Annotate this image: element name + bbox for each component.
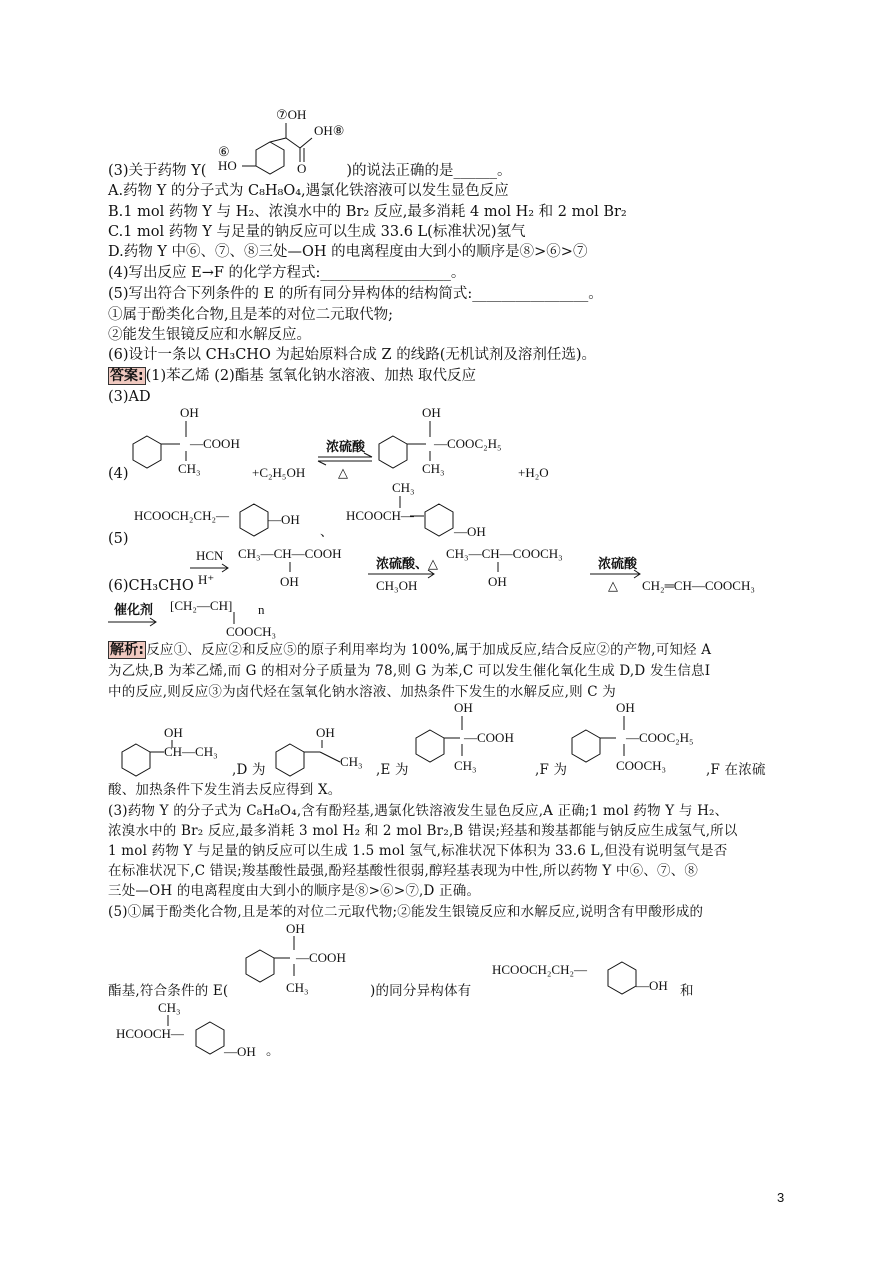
explain-5-line-2: 酯基,符合条件的 E( — [108, 983, 229, 999]
svg-text:HCN: HCN — [196, 548, 224, 563]
q5-condition-2: ②能发生银镜反应和水解反应。 — [108, 327, 311, 343]
svg-text:OH: OH — [280, 574, 299, 589]
svg-text:—COOC₂H₅: —COOC₂H₅ — [434, 436, 502, 451]
svg-text:OH: OH — [616, 700, 635, 715]
explain-line-1: 解析: 反应①、反应②和反应⑤的原子利用率均为 100%,属于加成反应,结合反应②的产物,可知烃 A — [110, 642, 712, 658]
q3-option-d: D.药物 Y 中⑥、⑦、⑧三处—OH 的电离程度由大到小的顺序是⑧>⑥>⑦ — [108, 244, 588, 260]
svg-text:HCOOCH₂CH₂—: HCOOCH₂CH₂— — [134, 508, 230, 523]
explain-5-e-structure — [240, 920, 380, 1000]
page-number: 3 — [777, 1190, 785, 1205]
svg-text:催化剂: 催化剂 — [114, 602, 154, 617]
y-o: O — [297, 161, 307, 176]
explain-3-line-5: 三处—OH 的电离程度由大到小的顺序是⑧>⑥>⑦,D 正确。 — [108, 883, 481, 899]
svg-text:—OH: —OH — [268, 512, 300, 527]
svg-text:OH: OH — [488, 574, 507, 589]
svg-text:CH₃: CH₃ — [178, 461, 201, 476]
svg-text:浓硫酸、△: 浓硫酸、△ — [376, 556, 438, 571]
svg-text:CH₃: CH₃ — [392, 480, 415, 495]
explain-3-line-2: 浓溴水中的 Br₂ 反应,最多消耗 3 mol H₂ 和 2 mol Br₂,B 错误;羟基和羧基都能与钠反应生成氢气,所以 — [108, 823, 738, 839]
explain-5-line-1: (5)①属于酚类化合物,且是苯的对位二元取代物;②能发生银镜反应和水解反应,说明含有甲酸形成的 — [108, 904, 704, 920]
y-six: ⑥ — [218, 144, 230, 159]
explain-line-4: 酸、加热条件下发生消去反应得到 X。 — [108, 782, 342, 798]
svg-text:CH—CH₃: CH—CH₃ — [164, 744, 218, 759]
explain-3-line-1: (3)药物 Y 的分子式为 C₈H₈O₄,含有酚羟基,遇氯化铁溶液发生显色反应,A 正确;1 mol 药物 Y 与 H₂、 — [108, 803, 729, 819]
svg-text:OH: OH — [454, 700, 473, 715]
q6-stem: (6)设计一条以 CH₃CHO 为起始原料合成 Z 的线路(无机试剂及溶剂任选)。 — [108, 347, 597, 363]
svg-text:OH: OH — [316, 725, 335, 740]
svg-text:OH: OH — [180, 405, 199, 420]
svg-text:HCOOCH—: HCOOCH— — [346, 508, 414, 523]
q3-option-b: B.1 mol 药物 Y 与 H₂、浓溴水中的 Br₂ 反应,最多消耗 4 mol H₂ 和 2 mol Br₂ — [108, 204, 627, 220]
svg-text:OH: OH — [422, 405, 441, 420]
svg-text:—COOH: —COOH — [464, 730, 514, 745]
explain-3-line-4: 在标准状况下,C 错误;羧基酸性最强,酚羟基酸性很弱,醇羟基表现为中性,所以药物 Y 中⑥、⑦、⑧ — [108, 863, 699, 879]
svg-text:CH₃: CH₃ — [340, 754, 363, 769]
explain-line-2: 为乙炔,B 为苯乙烯,而 G 的相对分子质量为 78,则 G 为苯,C 可以发生催化氧化生成 D,D 发生信息Ⅰ — [108, 663, 711, 679]
explain-e-label: ,E 为 — [376, 762, 409, 778]
svg-text:COOCH₃: COOCH₃ — [226, 624, 277, 639]
explain-tag: 解析: — [110, 642, 145, 658]
answer-tag: 答案: — [110, 368, 144, 384]
svg-text:CH₂═CH—COOCH₃: CH₂═CH—COOCH₃ — [642, 578, 755, 593]
svg-text:[CH₂—CH]: [CH₂—CH] — [170, 598, 233, 613]
svg-text:CH₃—CH—COOCH₃: CH₃—CH—COOCH₃ — [446, 546, 563, 561]
svg-text:CH₃—CH—COOH: CH₃—CH—COOH — [238, 546, 342, 561]
explain-structures-cdef — [108, 700, 788, 780]
answer-6-label: (6)CH₃CHO — [108, 578, 194, 594]
answer-6-polymerization — [108, 598, 328, 642]
y-oh8: OH⑧ — [314, 123, 345, 138]
explain-3-line-3: 1 mol 药物 Y 与足量的钠反应可以生成 1.5 mol 氢气,标准状况下体积为 33.6 L,但没有说明氢气是否 — [108, 843, 728, 859]
svg-text:COOCH₃: COOCH₃ — [616, 758, 667, 773]
answer-4-label: (4) — [108, 466, 129, 482]
svg-text:n: n — [258, 602, 265, 617]
q3-option-a: A.药物 Y 的分子式为 C₈H₈O₄,遇氯化铁溶液可以发生显色反应 — [108, 183, 509, 199]
explain-5-line-2b: )的同分异构体有 — [370, 983, 472, 999]
svg-text:H⁺: H⁺ — [198, 572, 215, 587]
y-oh7: ⑦OH — [276, 107, 307, 122]
svg-text:△: △ — [608, 578, 618, 593]
svg-text:HCOOCH—: HCOOCH— — [116, 1026, 184, 1041]
y-ho: HO — [218, 158, 237, 173]
svg-text:—COOC₂H₅: —COOC₂H₅ — [626, 730, 694, 745]
explain-5-end: 。 — [266, 1043, 280, 1059]
answer-5-isomers — [134, 478, 554, 540]
explain-line-3: 中的反应,则反应③为卤代烃在氢氧化钠水溶液、加热条件下发生的水解反应,则 C 为 — [108, 684, 616, 700]
explain-f-end: ,F 在浓硫 — [706, 762, 766, 778]
explain-5-isomer-1 — [492, 956, 712, 1006]
answer-line-1: 答案: (1)苯乙烯 (2)酯基 氢氧化钠水溶液、加热 取代反应 — [110, 368, 477, 384]
q5-condition-1: ①属于酚类化合物,且是苯的对位二元取代物; — [108, 307, 393, 323]
svg-text:—OH: —OH — [636, 978, 668, 993]
svg-text:△: △ — [338, 465, 348, 480]
q4-stem: (4)写出反应 E→F 的化学方程式:__________________。 — [108, 265, 466, 281]
svg-text:CH₃: CH₃ — [422, 461, 445, 476]
svg-text:CH₃OH: CH₃OH — [376, 578, 418, 593]
q5-stem: (5)写出符合下列条件的 E 的所有同分异构体的结构简式:________________。 — [108, 286, 603, 302]
svg-text:CH₃: CH₃ — [286, 980, 309, 995]
svg-text:浓硫酸: 浓硫酸 — [326, 439, 366, 454]
explain-5-he: 和 — [680, 983, 694, 999]
svg-text:OH: OH — [286, 921, 305, 936]
svg-text:浓硫酸: 浓硫酸 — [598, 556, 638, 571]
svg-text:CH₃: CH₃ — [454, 758, 477, 773]
svg-text:—OH: —OH — [224, 1044, 256, 1059]
explain-d-label: ,D 为 — [232, 762, 266, 778]
svg-text:—OH: —OH — [454, 524, 486, 539]
explain-f-label: ,F 为 — [535, 762, 568, 778]
q3-stem: (3)关于药物 Y( )的说法正确的是______。 — [108, 163, 512, 179]
q3-option-c: C.1 mol 药物 Y 与足量的钠反应可以生成 33.6 L(标准状况)氢气 — [108, 224, 526, 240]
answer-4-equation — [130, 405, 570, 485]
svg-text:+C₂H₅OH: +C₂H₅OH — [252, 465, 306, 480]
answer-5-label: (5) — [108, 531, 129, 547]
svg-text:、: 、 — [320, 524, 334, 539]
svg-text:OH: OH — [164, 725, 183, 740]
svg-text:—COOH: —COOH — [296, 950, 346, 965]
svg-text:+H₂O: +H₂O — [518, 465, 549, 480]
answer-3: (3)AD — [108, 389, 151, 405]
svg-text:CH₃: CH₃ — [158, 1000, 181, 1015]
svg-text:—COOH: —COOH — [190, 436, 240, 451]
svg-text:HCOOCH₂CH₂—: HCOOCH₂CH₂— — [492, 962, 588, 977]
